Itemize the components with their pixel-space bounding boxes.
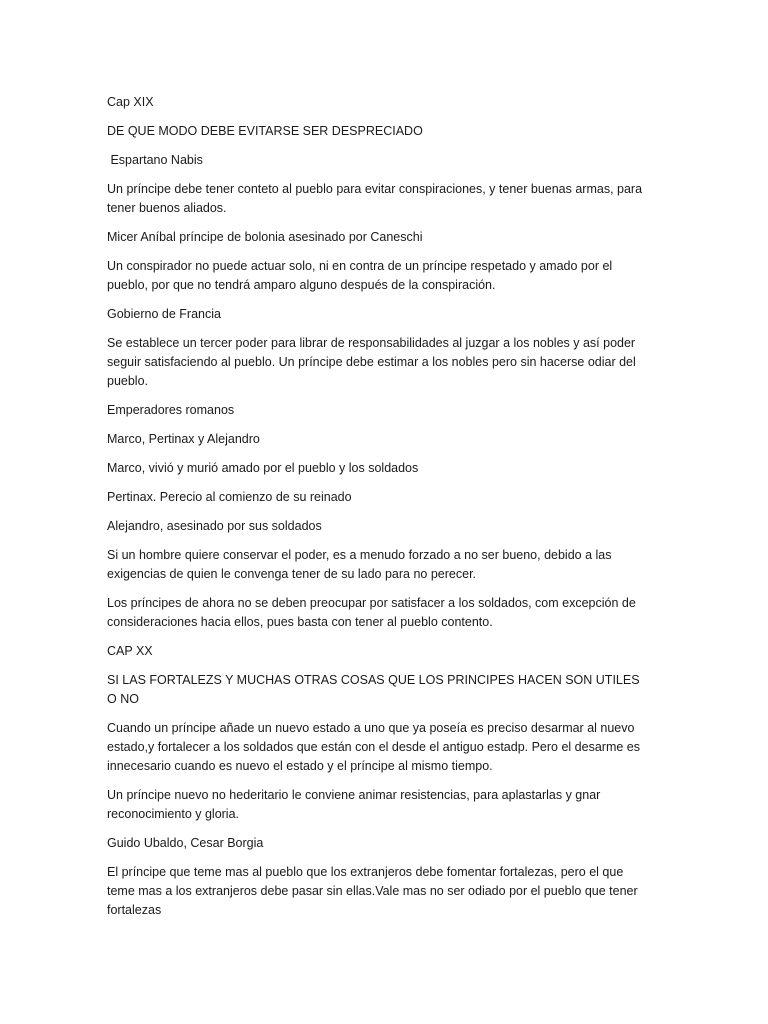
section-heading-ubaldo: Guido Ubaldo, Cesar Borgia	[107, 836, 264, 850]
paragraph: Alejandro, asesinado por sus soldados	[107, 519, 322, 533]
paragraph: Marco, Pertinax y Alejandro	[107, 432, 260, 446]
section-heading-francia: Gobierno de Francia	[107, 307, 221, 321]
paragraph: Los príncipes de ahora no se deben preocupar por satisfacer a los soldados, com excepción de consideraciones hacia ellos, pues basta con tener al pueblo contento.	[107, 596, 636, 629]
chapter-title-20: SI LAS FORTALEZS Y MUCHAS OTRAS COSAS QUE LOS PRINCIPES HACEN SON UTILES O NO	[107, 673, 640, 706]
paragraph: Si un hombre quiere conservar el poder, es a menudo forzado a no ser bueno, debido a las exigencias de quien le convenga tener de su lado para no perecer.	[107, 548, 612, 581]
chapter-heading-19: Cap XIX	[107, 95, 154, 109]
paragraph: Un príncipe debe tener conteto al pueblo para evitar conspiraciones, y tener buenas armas, para tener buenos aliados.	[107, 182, 643, 215]
paragraph: Pertinax. Perecio al comienzo de su reinado	[107, 490, 352, 504]
paragraph: El príncipe que teme mas al pueblo que los extranjeros debe fomentar fortalezas, pero el que teme mas a los extranjeros debe pasar sin ellas.Vale mas no ser odiado por el pueblo que tener fortalezas	[107, 865, 638, 917]
document-page	[107, 93, 647, 930]
section-heading-emperadores: Emperadores romanos	[107, 403, 235, 417]
section-heading-anibal: Micer Aníbal príncipe de bolonia asesinado por Caneschi	[107, 230, 423, 244]
paragraph: Un conspirador no puede actuar solo, ni en contra de un príncipe respetado y amado por el pueblo, por que no tendrá amparo alguno después de la conspiración.	[107, 259, 613, 292]
chapter-heading-20: CAP XX	[107, 644, 153, 658]
paragraph: Cuando un príncipe añade un nuevo estado a uno que ya poseía es preciso desarmar al nuevo estado,y fortalecer a los soldados que están con el desde el antiguo estadp. Pero el desarme es innecesario cuando es nuevo el estado y el príncipe al mismo tiempo.	[107, 721, 640, 773]
paragraph: Un príncipe nuevo no hederitario le conviene animar resistencias, para aplastarlas y gnar reconocimiento y gloria.	[107, 788, 601, 821]
chapter-title-19: DE QUE MODO DEBE EVITARSE SER DESPRECIADO	[107, 124, 423, 138]
paragraph: Se establece un tercer poder para librar de responsabilidades al juzgar a los nobles y así poder seguir satisfaciendo al pueblo. Un príncipe debe estimar a los nobles pero sin hacerse odiar del pueblo.	[107, 336, 636, 388]
paragraph: Marco, vivió y murió amado por el pueblo y los soldados	[107, 461, 419, 475]
section-heading-nabis: Espartano Nabis	[107, 153, 203, 167]
